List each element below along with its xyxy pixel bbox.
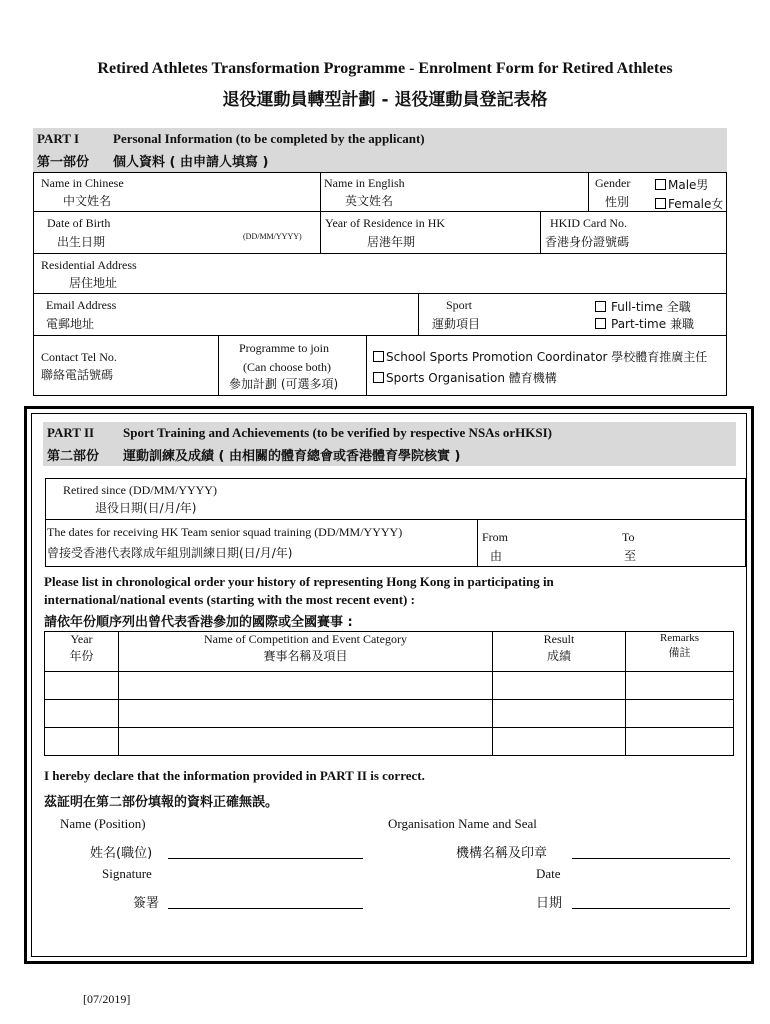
parttime-checkbox[interactable] [595,315,694,332]
header-competition [119,632,493,672]
year-cell[interactable] [45,728,119,756]
header-result-en: Result [543,632,575,646]
name-english-field[interactable] [430,176,580,208]
school-sports-label: School Sports Promotion Coordinator 學校體育推廣主任 [386,350,708,364]
signature-label-zh: 簽署 [133,896,160,911]
to-date-field[interactable] [640,524,740,563]
result-cell[interactable] [493,700,626,728]
retired-label-zh: 退役日期(日/月/年) [95,501,197,515]
signature-label-en: Signature [102,866,152,881]
tel-label-zh: 聯絡電話號碼 [41,368,114,382]
date-label-zh: 日期 [536,896,563,911]
instruction-en-line2: international/national events (starting with the most recent event) : [44,592,415,607]
remarks-cell[interactable] [626,728,734,756]
result-cell[interactable] [493,672,626,700]
declaration-en: I hereby declare that the information provided in PART II is correct. [44,768,425,783]
org-label-en: Organisation Name and Seal [388,816,537,831]
school-sports-checkbox[interactable] [373,348,707,365]
hkid-field[interactable] [650,215,722,249]
header-result-zh: 成績 [546,649,571,663]
email-label-zh: 電郵地址 [46,317,95,331]
name-position-label-zh: 姓名(職位) [90,846,153,861]
programme-label-3: 參加計劃 (可選多項) [229,377,339,391]
header-competition-zh: 賽事名稱及項目 [263,649,348,663]
year-cell[interactable] [45,700,119,728]
result-cell[interactable] [493,728,626,756]
remarks-cell[interactable] [626,700,734,728]
male-label: Male男 [668,178,709,192]
header-year-en: Year [70,632,93,646]
hkid-label-zh: 香港身份證號碼 [545,235,630,249]
gender-label-en: Gender [595,176,631,190]
name-position-line[interactable] [168,858,363,859]
date-label-en: Date [536,866,561,881]
instruction-en-line1: Please list in chronological order your history of representing Hong Kong in participating in [44,574,554,589]
signature-line[interactable] [168,908,363,909]
form-title-english: Retired Athletes Transformation Programme - Enrolment Form for Retired Athletes [97,60,673,77]
fulltime-label: Full-time 全職 [611,300,691,314]
competition-cell[interactable] [119,728,493,756]
gender-label-zh: 性別 [605,195,630,209]
competition-cell[interactable] [119,672,493,700]
hkid-label-en: HKID Card No. [550,216,627,230]
sports-org-label: Sports Organisation 體育機構 [386,371,557,385]
part1-heading-zh: 個人資料 ( 由申請人填寫 ) [113,155,269,170]
year-cell[interactable] [45,672,119,700]
part2-label-zh: 第二部份 [47,449,100,464]
instruction-zh: 請依年份順序列出曾代表香港參加的國際或全國賽事 : [44,615,353,630]
training-label-en: The dates for receiving HK Team senior squad training (DD/MM/YYYY) [47,525,403,539]
org-label-zh: 機構名稱及印章 [456,846,548,861]
retired-label-en: Retired since (DD/MM/YYYY) [63,483,217,497]
training-label-zh: 曾接受香港代表隊成年組別訓練日期(日/月/年) [47,546,293,560]
form-version: [07/2019] [83,992,131,1006]
female-label: Female女 [668,197,724,211]
from-label-en: From [482,530,509,544]
org-line[interactable] [572,858,730,859]
sports-org-checkbox[interactable] [373,369,557,386]
tel-label-en: Contact Tel No. [41,350,117,364]
name-chinese-label-en: Name in Chinese [41,176,124,190]
checkbox-icon [595,301,606,312]
table-header-row [45,632,734,672]
programme-label-2: (Can choose both) [243,360,331,374]
header-year-zh: 年份 [69,649,94,663]
achievements-table [44,631,734,756]
checkbox-icon [373,351,384,362]
date-line[interactable] [572,908,730,909]
address-label-en: Residential Address [41,258,137,272]
form-title-chinese: 退役運動員轉型計劃 - 退役運動員登記表格 [222,90,548,110]
dob-label-en: Date of Birth [47,216,111,230]
sport-label-zh: 運動項目 [432,317,481,331]
table-row [45,728,734,756]
retired-date-field[interactable] [260,482,730,515]
part1-label-zh: 第一部份 [37,155,90,170]
name-chinese-field[interactable] [150,176,315,208]
part1-label-en: PART I [37,131,80,146]
parttime-label: Part-time 兼職 [611,317,694,331]
header-remarks-zh: 備註 [668,646,691,659]
email-label-en: Email Address [46,298,117,312]
name-english-label-en: Name in English [324,176,405,190]
header-remarks [626,632,734,672]
tel-field[interactable] [140,340,214,392]
part1-heading-en: Personal Information (to be completed by the applicant) [113,131,425,146]
part2-heading-zh: 運動訓練及成績 ( 由相關的體育總會或香港體育學院核實 ) [123,449,461,464]
dob-label-zh: 出生日期 [57,235,106,249]
name-english-label-zh: 英文姓名 [345,194,394,208]
header-remarks-en: Remarks [659,632,700,644]
sport-field[interactable] [495,297,585,331]
residence-label-en: Year of Residence in HK [325,216,446,230]
checkbox-icon [655,179,666,190]
part2-heading-en: Sport Training and Achievements (to be verified by respective NSAs orHKSI) [123,425,552,440]
from-label-zh: 由 [490,549,503,563]
declaration-zh: 茲証明在第二部份填報的資料正確無誤。 [44,795,279,810]
address-field[interactable] [170,257,720,289]
residence-field[interactable] [460,215,535,249]
programme-label-1: Programme to join [239,341,329,355]
from-date-field[interactable] [510,524,610,563]
checkbox-icon [373,372,384,383]
to-label-en: To [622,530,635,544]
checkbox-icon [595,318,606,329]
remarks-cell[interactable] [626,672,734,700]
name-chinese-label-zh: 中文姓名 [63,194,112,208]
competition-cell[interactable] [119,700,493,728]
to-label-zh: 至 [624,549,637,563]
table-row [45,700,734,728]
checkbox-icon [655,198,666,209]
email-field[interactable] [140,297,410,331]
part2-label-en: PART II [47,425,95,440]
header-competition-en: Name of Competition and Event Category [204,632,407,646]
female-checkbox[interactable] [655,195,723,212]
fulltime-checkbox[interactable] [595,298,691,315]
name-position-label-en: Name (Position) [60,816,146,831]
sport-label-en: Sport [446,298,473,312]
dob-field[interactable] [130,215,240,249]
header-year [45,632,119,672]
residence-label-zh: 居港年期 [367,235,416,249]
male-checkbox[interactable] [655,176,708,193]
dob-format-hint: (DD/MM/YYYY) [243,232,302,241]
address-label-zh: 居住地址 [69,276,118,290]
table-row [45,672,734,700]
header-result [493,632,626,672]
